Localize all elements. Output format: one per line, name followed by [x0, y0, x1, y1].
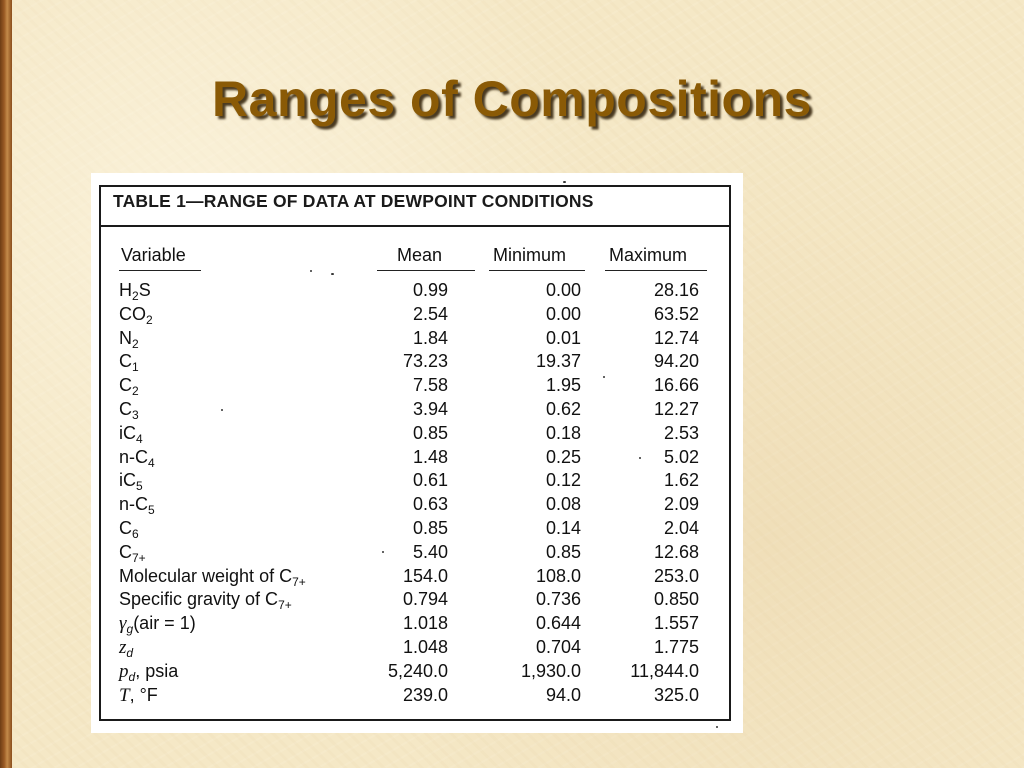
- row-mean-value: 3.94: [412, 399, 448, 419]
- row-minimum-value: 0.08: [545, 494, 581, 515]
- table-row: [91, 327, 743, 351]
- row-maximum-value: 11,844.0: [630, 660, 699, 681]
- variable-suffix: (air = 1): [133, 613, 196, 634]
- row-variable: [119, 422, 143, 444]
- variable-symbol: C: [119, 518, 132, 538]
- column-header-minimum: Minimum: [493, 245, 567, 265]
- row-variable: [119, 327, 139, 349]
- row-mean-value: 1.018: [402, 613, 448, 634]
- row-minimum-value: 0.644: [535, 613, 581, 634]
- column-header-mean: Mean: [397, 245, 443, 265]
- row-mean-value: 0.794: [402, 589, 448, 610]
- row-minimum-value: 0.14: [545, 518, 581, 538]
- row-maximum-value: 63.52: [653, 303, 699, 324]
- row-mean-value: 1.48: [412, 446, 448, 467]
- variable-symbol: z: [119, 637, 127, 658]
- variable-symbol: C: [119, 541, 132, 562]
- row-minimum-value: 0.62: [545, 399, 581, 419]
- variable-symbol: C: [119, 351, 132, 372]
- row-variable: [119, 279, 151, 301]
- table-row: [91, 660, 743, 684]
- variable-subscript: 2: [132, 336, 139, 351]
- row-maximum-value: 253.0: [653, 565, 699, 586]
- row-mean-value: 1.048: [402, 637, 448, 657]
- row-maximum-value: 12.74: [653, 327, 699, 348]
- variable-subscript: 6: [132, 527, 139, 541]
- variable-symbol: H: [119, 280, 132, 300]
- table-row: [91, 684, 743, 708]
- row-maximum-value: 28.16: [653, 280, 699, 300]
- row-maximum-value: 12.27: [653, 399, 699, 419]
- row-minimum-value: 0.18: [545, 422, 581, 443]
- row-minimum-value: 0.85: [545, 541, 581, 562]
- row-maximum-value: 0.850: [653, 589, 699, 610]
- table-row: [91, 541, 743, 565]
- row-minimum-value: 0.736: [535, 589, 581, 610]
- row-maximum-value: 16.66: [653, 375, 699, 396]
- variable-symbol: iC: [119, 470, 136, 491]
- row-variable: [119, 374, 139, 399]
- column-header-maximum: Maximum: [609, 245, 688, 265]
- row-variable: [119, 350, 139, 375]
- row-mean-value: 0.99: [412, 280, 448, 300]
- row-variable: [119, 565, 306, 587]
- variable-subscript: 5: [136, 479, 143, 494]
- row-maximum-value: 2.04: [663, 518, 699, 538]
- variable-symbol: γ: [119, 613, 127, 635]
- row-maximum-value: 325.0: [653, 684, 699, 705]
- row-maximum-value: 12.68: [653, 541, 699, 562]
- variable-symbol: Molecular weight of C: [119, 565, 293, 586]
- variable-subscript: 7+: [278, 598, 292, 613]
- row-mean-value: 2.54: [412, 303, 448, 324]
- row-variable: [119, 541, 146, 563]
- row-variable: [119, 612, 196, 635]
- row-minimum-value: 0.00: [545, 303, 581, 324]
- variable-symbol: C: [119, 375, 132, 396]
- variable-subscript: 2: [146, 312, 153, 327]
- row-minimum-value: 0.12: [545, 470, 581, 491]
- table-row: [91, 446, 743, 470]
- row-maximum-value: 2.09: [663, 494, 699, 515]
- row-minimum-value: 0.704: [535, 637, 581, 657]
- row-minimum-value: 108.0: [535, 565, 581, 586]
- table-row: [91, 422, 743, 446]
- table-row: [91, 350, 743, 374]
- row-minimum-value: 0.25: [545, 446, 581, 467]
- row-variable: [119, 303, 153, 325]
- scan-speck: [221, 409, 223, 411]
- table-row: [91, 279, 743, 303]
- table-title: TABLE 1—RANGE OF DATA AT DEWPOINT CONDITIONS: [113, 191, 594, 211]
- table-row: [91, 469, 743, 493]
- row-variable: [119, 398, 139, 420]
- scan-speck: [639, 457, 641, 459]
- row-mean-value: 0.61: [412, 470, 448, 491]
- row-variable: [119, 660, 178, 683]
- variable-symbol: iC: [119, 422, 136, 443]
- scan-speck: [716, 726, 718, 728]
- slide-title: Ranges of Compositions: [212, 71, 812, 127]
- variable-symbol: C: [119, 399, 132, 419]
- variable-symbol: T: [119, 684, 130, 706]
- scan-speck: [563, 181, 566, 183]
- variable-subscript: d: [128, 669, 136, 684]
- table-row: [91, 374, 743, 398]
- variable-suffix: , psia: [135, 660, 179, 681]
- variable-subscript: 2: [132, 384, 139, 399]
- row-maximum-value: 94.20: [653, 351, 699, 372]
- row-mean-value: 0.85: [412, 518, 448, 538]
- row-mean-value: 0.85: [412, 422, 448, 443]
- variable-symbol: N: [119, 327, 132, 348]
- scan-speck: [331, 273, 334, 275]
- variable-subscript: 7+: [132, 550, 146, 565]
- row-maximum-value: 2.53: [663, 422, 699, 443]
- row-maximum-value: 1.557: [653, 613, 699, 634]
- variable-symbol: p: [119, 660, 129, 682]
- scan-speck: [310, 270, 312, 272]
- scanned-table-image: [91, 173, 743, 733]
- header-rule-mean: [377, 270, 475, 271]
- variable-subscript: 7+: [292, 574, 306, 589]
- table-row: [91, 565, 743, 589]
- row-mean-value: 239.0: [402, 684, 448, 705]
- scan-speck: [382, 551, 384, 553]
- variable-subscript: 2: [132, 289, 139, 303]
- table-title-rule: [99, 225, 731, 227]
- row-mean-value: 5.40: [412, 541, 448, 562]
- row-variable: [119, 684, 158, 707]
- header-rule-minimum: [489, 270, 585, 271]
- variable-subscript: 4: [148, 455, 155, 470]
- row-variable: [119, 446, 155, 468]
- row-variable: [119, 517, 139, 539]
- row-minimum-value: 0.01: [545, 327, 581, 348]
- row-variable: [119, 588, 292, 613]
- variable-subscript: 3: [132, 408, 139, 422]
- variable-symbol: n-C: [119, 494, 149, 515]
- row-minimum-value: 19.37: [535, 351, 581, 372]
- row-mean-value: 5,240.0: [387, 660, 448, 681]
- variable-suffix: S: [138, 280, 151, 300]
- table-row: [91, 398, 743, 422]
- row-mean-value: 7.58: [412, 375, 448, 396]
- scan-speck: [603, 376, 605, 378]
- column-header-variable: Variable: [121, 245, 186, 265]
- variable-subscript: 4: [136, 431, 143, 446]
- table-row: [91, 636, 743, 660]
- variable-subscript: 1: [132, 360, 139, 375]
- row-mean-value: 154.0: [402, 565, 448, 586]
- variable-subscript: d: [126, 646, 134, 660]
- row-mean-value: 73.23: [402, 351, 448, 372]
- row-mean-value: 0.63: [412, 494, 448, 515]
- header-rule-variable: [119, 270, 201, 271]
- variable-symbol: Specific gravity of C: [119, 589, 279, 610]
- variable-symbol: n-C: [119, 446, 149, 467]
- row-maximum-value: 5.02: [663, 446, 699, 467]
- variable-subscript: g: [126, 622, 134, 637]
- table-row: [91, 493, 743, 517]
- row-variable: [119, 469, 143, 494]
- row-minimum-value: 1.95: [545, 375, 581, 396]
- table-row: [91, 588, 743, 612]
- variable-subscript: 5: [148, 503, 155, 518]
- row-minimum-value: 0.00: [545, 280, 581, 300]
- row-variable: [119, 493, 155, 518]
- row-variable: [119, 636, 133, 659]
- table-row: [91, 612, 743, 636]
- row-maximum-value: 1.775: [653, 637, 699, 657]
- row-maximum-value: 1.62: [663, 470, 699, 491]
- row-mean-value: 1.84: [412, 327, 448, 348]
- variable-symbol: CO: [119, 303, 146, 324]
- variable-suffix: , °F: [129, 684, 158, 705]
- table-row: [91, 517, 743, 541]
- header-rule-maximum: [605, 270, 707, 271]
- row-minimum-value: 94.0: [545, 684, 581, 705]
- table-row: [91, 303, 743, 327]
- row-minimum-value: 1,930.0: [520, 660, 581, 681]
